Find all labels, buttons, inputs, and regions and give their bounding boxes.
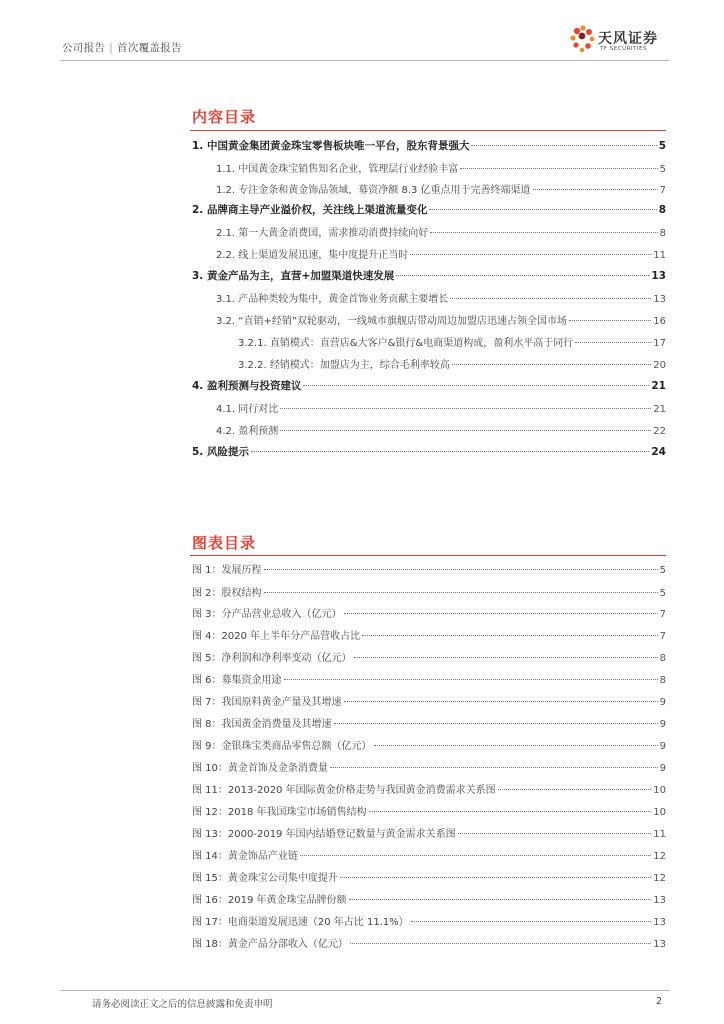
- report-subtype: 首次覆盖报告: [117, 42, 182, 54]
- figure-item[interactable]: 图 1： 发展历程 5: [192, 565, 666, 576]
- figure-item[interactable]: 图 5： 净利润和净利率变动（亿元） 8: [192, 653, 666, 664]
- figure-item[interactable]: 图 2： 股权结构 5: [192, 588, 666, 599]
- contents-title-rule: [190, 130, 666, 131]
- figure-item[interactable]: 图 15： 黄金珠宝公司集中度提升 12: [192, 873, 666, 884]
- header-separator: |: [109, 42, 114, 54]
- toc-item[interactable]: 1.1. 中国黄金珠宝销售知名企业，管理层行业经验丰富 5: [216, 164, 666, 175]
- figure-item[interactable]: 图 8： 我国黄金消费量及其增速 9: [192, 719, 666, 730]
- figure-item[interactable]: 图 14： 黄金饰品产业链 12: [192, 851, 666, 862]
- figure-item[interactable]: 图 11： 2013-2020 年国际黄金价格走势与我国黄金消费需求关系图 10: [192, 785, 666, 796]
- figure-item[interactable]: 图 18： 黄金产品分部收入（亿元） 13: [192, 939, 666, 950]
- footer-disclaimer: 请务必阅读正文之后的信息披露和免责申明: [92, 999, 273, 1010]
- company-logo: [568, 22, 678, 62]
- toc-item[interactable]: 3. 黄金产品为主，直营+加盟渠道快速发展 13: [192, 270, 666, 282]
- figure-item[interactable]: 图 9： 金银珠宝类商品零售总额（亿元） 9: [192, 741, 666, 752]
- toc-item[interactable]: 3.2.2. 经销模式：加盟店为主，综合毛利率较高 20: [238, 360, 666, 371]
- toc-item[interactable]: 2. 品牌商主导产业溢价权，关注线上渠道流量变化 8: [192, 204, 666, 216]
- logo-name: 天风证券: [598, 31, 658, 47]
- logo-subtitle: TF SECURITIES: [600, 46, 647, 52]
- figure-item[interactable]: 图 4： 2020 年上半年分产品营收占比 7: [192, 631, 666, 642]
- figure-item[interactable]: 图 16： 2019 年黄金珠宝品牌份额 13: [192, 895, 666, 906]
- toc-item[interactable]: 4.2. 盈利预测 22: [216, 426, 666, 437]
- toc-item[interactable]: 3.2.1. 直销模式：直营店&大客户&银行&电商渠道构成，盈利水平高于同行 17: [238, 338, 666, 349]
- contents-title: 内容目录: [192, 108, 257, 126]
- report-header: [62, 40, 182, 55]
- header-divider: [60, 60, 670, 61]
- toc-item[interactable]: 1. 中国黄金集团黄金珠宝零售板块唯一平台，股东背景强大 5: [192, 140, 666, 152]
- figure-item[interactable]: 图 6： 募集资金用途 8: [192, 675, 666, 686]
- figure-item[interactable]: 图 17： 电商渠道发展迅速（20 年占比 11.1%） 13: [192, 917, 666, 928]
- figures-title: 图表目录: [192, 534, 257, 552]
- toc-item[interactable]: 2.2. 线上渠道发展迅速，集中度提升正当时 11: [216, 250, 666, 261]
- toc-item[interactable]: 4. 盈利预测与投资建议 21: [192, 380, 666, 392]
- report-type: 公司报告: [62, 42, 106, 54]
- figure-item[interactable]: 图 3： 分产品营业总收入（亿元） 7: [192, 609, 666, 620]
- flower-logo-icon: [568, 22, 598, 60]
- figure-item[interactable]: 图 13： 2000-2019 年国内结婚登记数量与黄金需求关系图 11: [192, 829, 666, 840]
- figure-item[interactable]: 图 12： 2018 年我国珠宝市场销售结构 10: [192, 807, 666, 818]
- toc-item[interactable]: 5. 风险提示 24: [192, 446, 666, 458]
- footer-divider: [60, 990, 670, 991]
- figures-title-rule: [190, 555, 666, 556]
- toc-item[interactable]: 4.1. 同行对比 21: [216, 404, 666, 415]
- page-number: 2: [655, 996, 662, 1007]
- toc-item[interactable]: 3.1. 产品种类较为集中，黄金首饰业务贡献主要增长 13: [216, 294, 666, 305]
- toc-item[interactable]: 2.1. 第一大黄金消费国，需求推动消费持续向好 8: [216, 228, 666, 239]
- toc-item[interactable]: 3.2. “直销+经销”双轮驱动，一线城市旗舰店带动周边加盟店迅速占领全国市场 16: [216, 316, 666, 327]
- figure-item[interactable]: 图 10： 黄金首饰及金条消费量 9: [192, 763, 666, 774]
- figure-item[interactable]: 图 7： 我国原料黄金产量及其增速 9: [192, 697, 666, 708]
- toc-item[interactable]: 1.2. 专注金条和黄金饰品领域，募资净额 8.3 亿重点用于完善终端渠道 7: [216, 185, 666, 196]
